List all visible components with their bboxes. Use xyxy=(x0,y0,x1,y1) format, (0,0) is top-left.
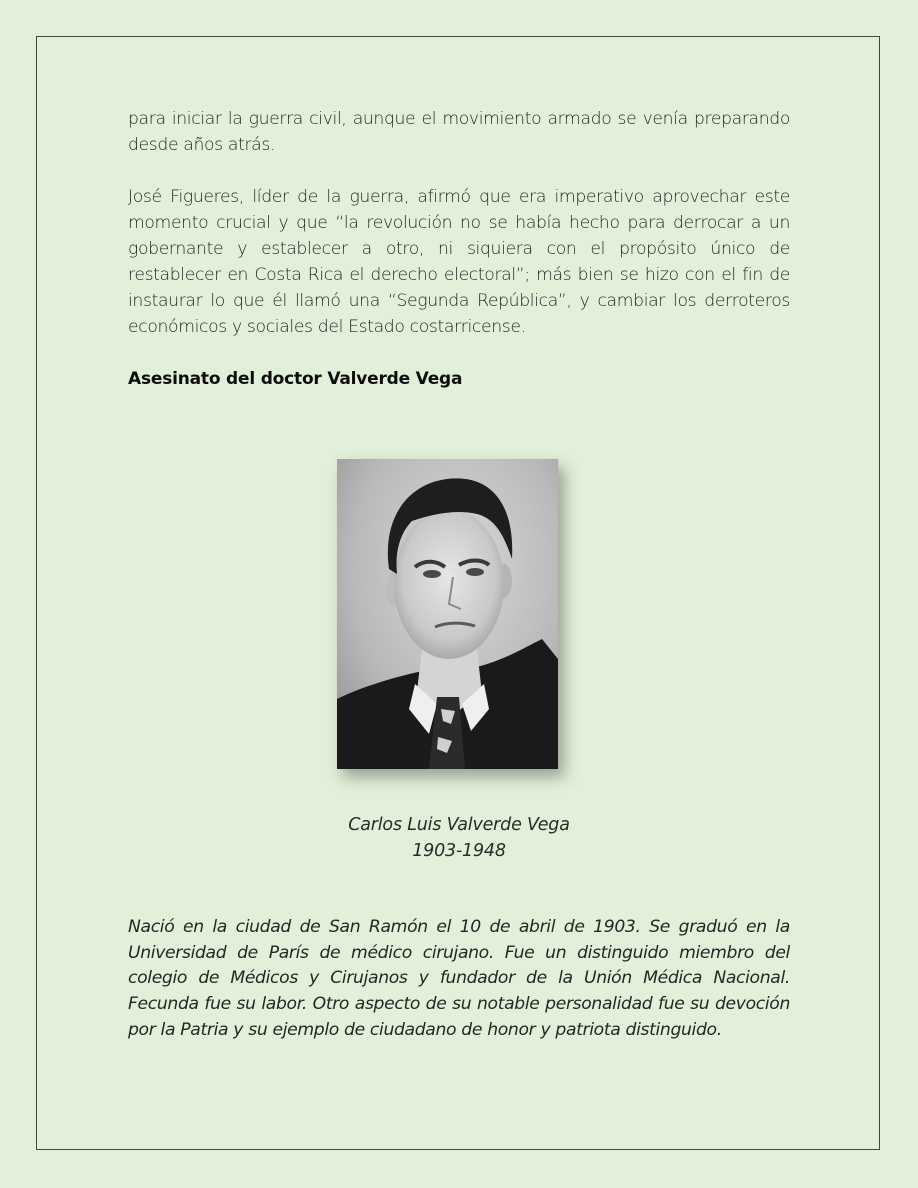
portrait-photo xyxy=(337,459,558,769)
document-body xyxy=(128,106,790,392)
caption-name: Carlos Luis Valverde Vega xyxy=(348,815,570,835)
section-heading: Asesinato del doctor Valverde Vega xyxy=(128,369,463,389)
caption-years: 1903-1948 xyxy=(412,841,506,861)
paragraph-figueres: José Figueres, líder de la guerra, afirmó que era imperativo aprovechar este momento crucial y que “la revolución no se había hecho para derrocar a un gobernante y establecer a otro, ni siquiera con el propósito único de restablecer en Costa Rica el derecho electoral”; más bien se hizo con el fin de instaurar lo que él llamó una “Segunda República”, y cambiar los derroteros económicos y sociales del Estado costarricense. xyxy=(128,187,790,337)
portrait-image xyxy=(337,459,558,769)
biography-paragraph: Nació en la ciudad de San Ramón el 10 de abril de 1903. Se graduó en la Universidad de París de médico cirujano. Fue un distinguido miembro del colegio de Médicos y Cirujanos y fundador de la Unión Médica Nacional. Fecunda fue su labor. Otro aspecto de su notable personalidad fue su devoción por la Patria y su ejemplo de ciudadano de honor y patriota distinguido. xyxy=(128,917,790,1040)
paragraph-intro: para iniciar la guerra civil, aunque el movimiento armado se venía preparando desde años atrás. xyxy=(128,109,790,155)
photo-caption xyxy=(200,812,718,864)
